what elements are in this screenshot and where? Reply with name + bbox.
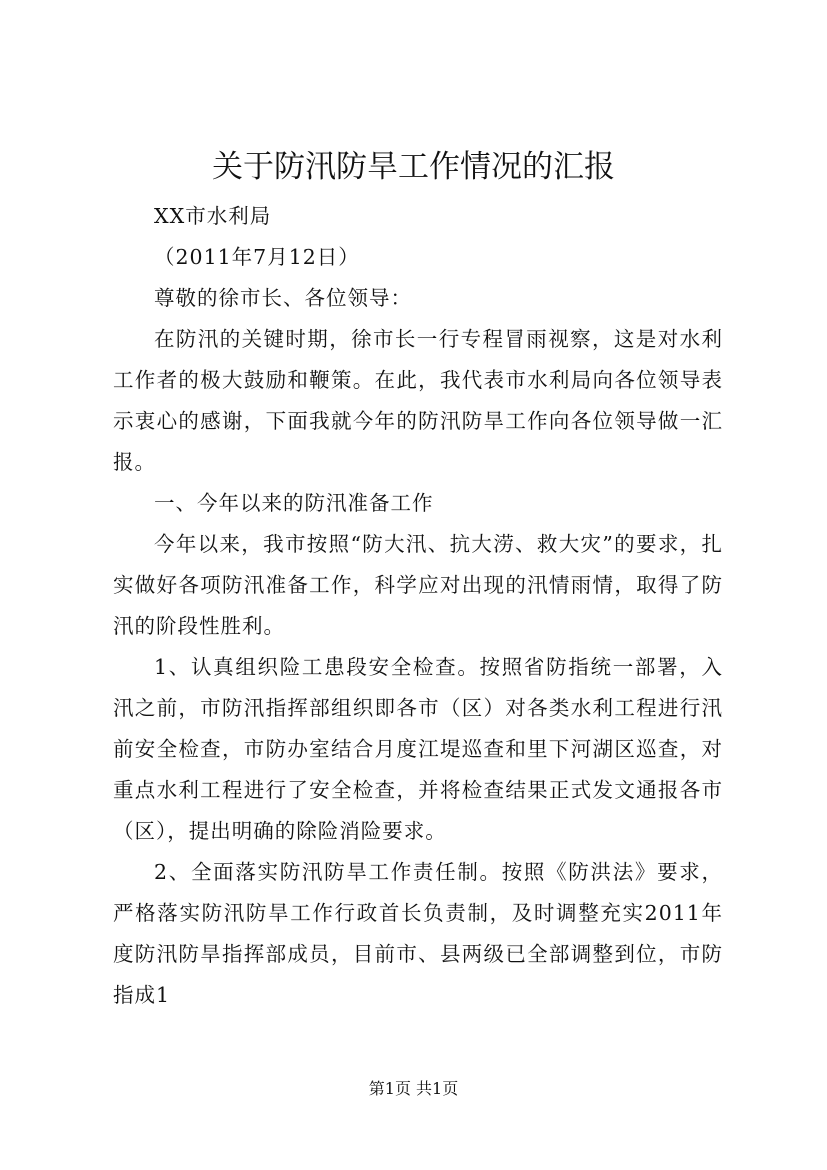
date-line: （2011年7月12日）: [154, 245, 360, 269]
issuer-line: XX市水利局: [154, 204, 272, 228]
document-body: [113, 196, 723, 1016]
body-paragraph: 2、全面落实防汛防旱工作责任制。按照《防洪法》要求，严格落实防汛防旱工作行政首长负责制，及时调整充实2011年度防汛防旱指挥部成员，目前市、县两级已全部调整到位，市防指成1: [113, 860, 723, 1007]
document-title: 关于防汛防旱工作情况的汇报: [212, 149, 615, 185]
body-paragraph: 今年以来，我市按照“防大汛、抗大涝、救大灾”的要求，扎实做好各项防汛准备工作，科学应对出现的汛情雨情，取得了防汛的阶段性胜利。: [113, 532, 723, 638]
salutation: 尊敬的徐市长、各位领导：: [154, 286, 412, 310]
page-number-footer: 第1页 共1页: [368, 1079, 459, 1098]
section-heading: 一、今年以来的防汛准备工作: [154, 491, 434, 515]
intro-paragraph: 在防汛的关键时期，徐市长一行专程冒雨视察，这是对水利工作者的极大鼓励和鞭策。在此，我代表市水利局向各位领导表示衷心的感谢，下面我就今年的防汛防旱工作向各位领导做一汇报。: [113, 327, 723, 474]
body-paragraph: 1、认真组织险工患段安全检查。按照省防指统一部署，入汛之前，市防汛指挥部组织即各市（区）对各类水利工程进行汛前安全检查，市防办室结合月度江堤巡查和里下河湖区巡查，对重点水利工程进行了安全检查，并将检查结果正式发文通报各市（区），提出明确的除险消险要求。: [113, 655, 723, 843]
